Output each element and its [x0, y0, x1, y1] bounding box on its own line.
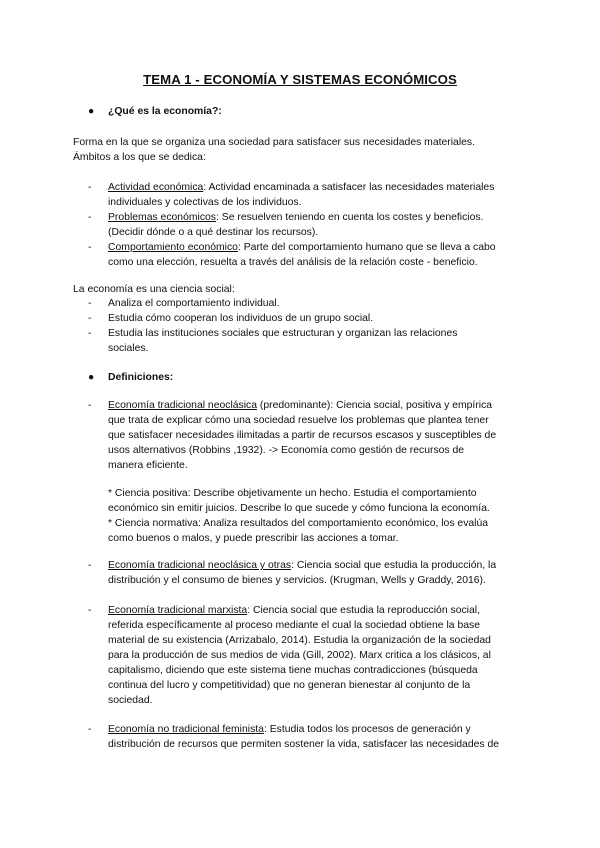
term-comportamiento: Comportamiento económico	[108, 242, 238, 253]
term-neoclasica: Economía tradicional neoclásica	[108, 400, 258, 411]
list-item-comportamiento: - Comportamiento económico: Parte del comportamiento humano que se lleva a cabo como una elección, resuelta a través del análisis de la relación coste - beneficio.	[88, 242, 496, 268]
definition-marxista: - Economía tradicional marxista: Ciencia social que estudia la reproducción social, referida específicamente al proceso mediante el cual la sociedad obtiene la base material de su existencia (Arrizabalo, 2014). Estudia la organización de la sociedad para la producción de sus medios de vida (Gill, 2002). Marx critica a los clásicos, al capitalismo, diciendo que este sistema tiene muchas contradicciones (búsqueda continua del lucro y competitividad) que no generan bienestar al conjunto de la sociedad.	[88, 605, 491, 706]
definition-feminista: - Economía no tradicional feminista: Estudia todos los procesos de generación y distribución de recursos que permiten sostener la vida, satisfacer las necesidades de	[88, 724, 500, 750]
term-feminista: Economía no tradicional feminista	[108, 724, 264, 735]
social-item-1: - Analiza el comportamiento individual.	[88, 298, 280, 309]
intro-paragraph: Forma en la que se organiza una sociedad para satisfacer sus necesidades materiales. Ámbitos a los que se dedica:	[73, 137, 475, 163]
bullet-icon: ●	[88, 372, 95, 383]
section-heading-text: Definiciones:	[108, 372, 174, 383]
social-item-2: - Estudia cómo cooperan los individuos de un grupo social.	[88, 313, 374, 324]
term-marxista: Economía tradicional marxista	[108, 605, 248, 616]
social-intro: La economía es una ciencia social:	[73, 284, 235, 295]
ciencia-notes: * Ciencia positiva: Describe objetivamente un hecho. Estudia el comportamiento económico sin emitir juicios. Describe lo que sucede y cómo funciona la economía. * Ciencia normativa: Analiza resultados del comportamiento económico, los evalúa como buenos o malos, y puede prescribir las acciones a tomar.	[108, 488, 490, 544]
social-item-3: - Estudia las instituciones sociales que estructuran y organizan las relaciones sociales.	[88, 328, 458, 354]
section-heading-text: ¿Qué es la economía?:	[108, 106, 222, 117]
page-title: TEMA 1 - ECONOMÍA Y SISTEMAS ECONÓMICOS	[143, 72, 457, 87]
definition-neoclasica: - Economía tradicional neoclásica (predominante): Ciencia social, positiva y empírica que trata de explicar cómo una sociedad resuelve los problemas que plantea tener que satisfacer necesidades ilimitadas a partir de recursos escasos y susceptibles de usos alternativos (Robbins ,1932). -> Economía como gestión de recursos de manera eficiente.	[88, 400, 497, 471]
list-item-problemas: - Problemas económicos: Se resuelven teniendo en cuenta los costes y beneficios. (Decidir dónde o a qué destinar los recursos).	[88, 212, 484, 238]
list-item-actividad: - Actividad económica: Actividad encaminada a satisfacer las necesidades materiales individuales y colectivas de los individuos.	[88, 182, 495, 208]
definition-neoclasica-otras: - Economía tradicional neoclásica y otras: Ciencia social que estudia la producción, la distribución y el consumo de bienes y servicios. (Krugman, Wells y Graddy, 2016).	[88, 560, 497, 586]
bullet-icon: ●	[88, 106, 95, 117]
term-actividad: Actividad económica	[108, 182, 204, 193]
term-neoclasica-otras: Economía tradicional neoclásica y otras	[108, 560, 292, 571]
term-problemas: Problemas económicos	[108, 212, 216, 223]
